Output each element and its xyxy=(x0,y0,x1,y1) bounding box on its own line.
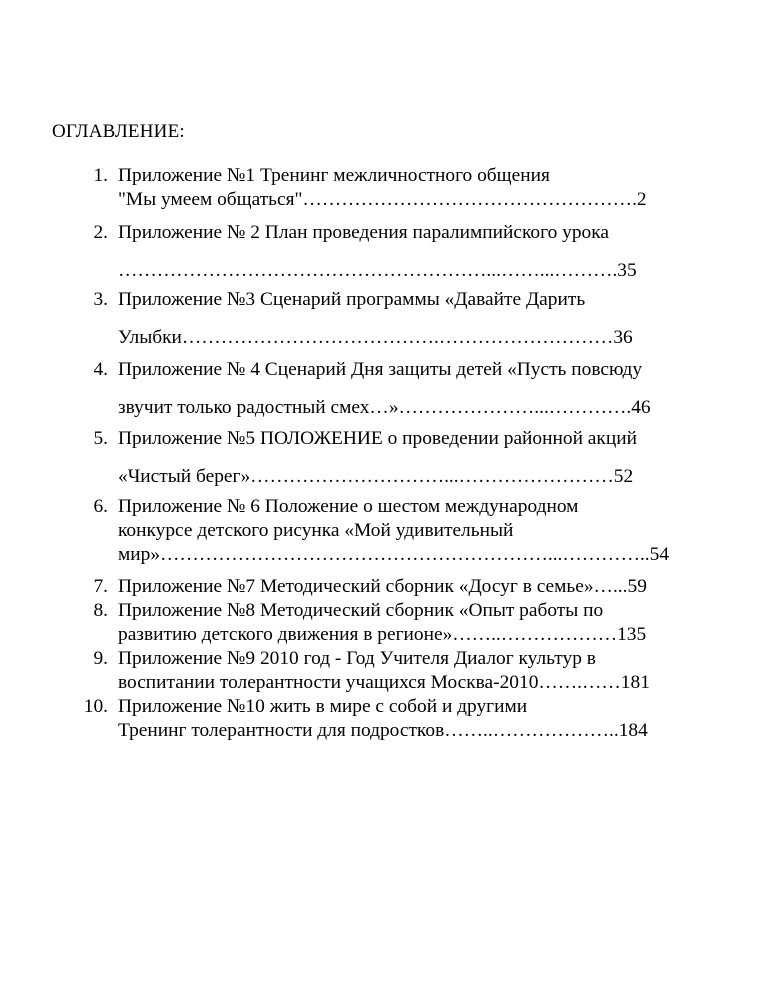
toc-line: Улыбки………………………………….………………………36 xyxy=(118,327,633,348)
toc-number: 5. xyxy=(93,428,108,449)
toc-line: Приложение №10 жить в мире с собой и другими xyxy=(118,696,528,717)
toc-line: Приложение №1 Тренинг межличностного общения xyxy=(118,165,550,186)
toc-line: "Мы умеем общаться"…………………………………………….2 xyxy=(118,189,647,210)
toc-line: развитию детского движения в регионе»……..………………135 xyxy=(118,624,647,645)
toc-line: Приложение № 4 Сценарий Дня защиты детей «Пусть повсюду xyxy=(118,359,643,380)
page-title: ОГЛАВЛЕНИЕ: xyxy=(52,121,185,142)
toc-number: 1. xyxy=(93,165,108,186)
toc-number: 3. xyxy=(93,289,108,310)
toc-line: …………………………………………………...……...……….35 xyxy=(118,260,637,281)
toc-line: воспитании толерантности учащихся Москва-2010…….……181 xyxy=(118,672,650,693)
toc-number: 4. xyxy=(93,359,108,380)
toc-line: Приложение № 6 Положение о шестом международном xyxy=(118,496,579,517)
toc-line: Приложение №8 Методический сборник «Опыт работы по xyxy=(118,600,604,621)
toc-line: Тренинг толерантности для подростков……..………………..184 xyxy=(118,720,648,741)
toc-line: Приложение №9 2010 год - Год Учителя Диалог культур в xyxy=(118,648,596,669)
toc-number: 8. xyxy=(93,600,108,621)
toc-line: Приложение №7 Методический сборник «Досуг в семье»…...59 xyxy=(118,576,647,597)
toc-number: 2. xyxy=(93,222,108,243)
toc-number: 6. xyxy=(93,496,108,517)
toc-line: «Чистый берег»…………………………...……………………52 xyxy=(118,466,634,487)
toc-number: 9. xyxy=(93,648,108,669)
toc-number: 10. xyxy=(83,696,108,717)
toc-line: Приложение №5 ПОЛОЖЕНИЕ о проведении районной акций xyxy=(118,428,637,449)
toc-line: Приложение № 2 План проведения паралимпийского урока xyxy=(118,222,609,243)
toc-line: мир»……………………………………………………...…………..54 xyxy=(118,544,670,565)
toc-line: Приложение №3 Сценарий программы «Давайте Дарить xyxy=(118,289,586,310)
toc-line: звучит только радостный смех…»…………………...………….46 xyxy=(118,397,651,418)
toc-number: 7. xyxy=(93,576,108,597)
toc-line: конкурсе детского рисунка «Мой удивительный xyxy=(118,520,514,541)
